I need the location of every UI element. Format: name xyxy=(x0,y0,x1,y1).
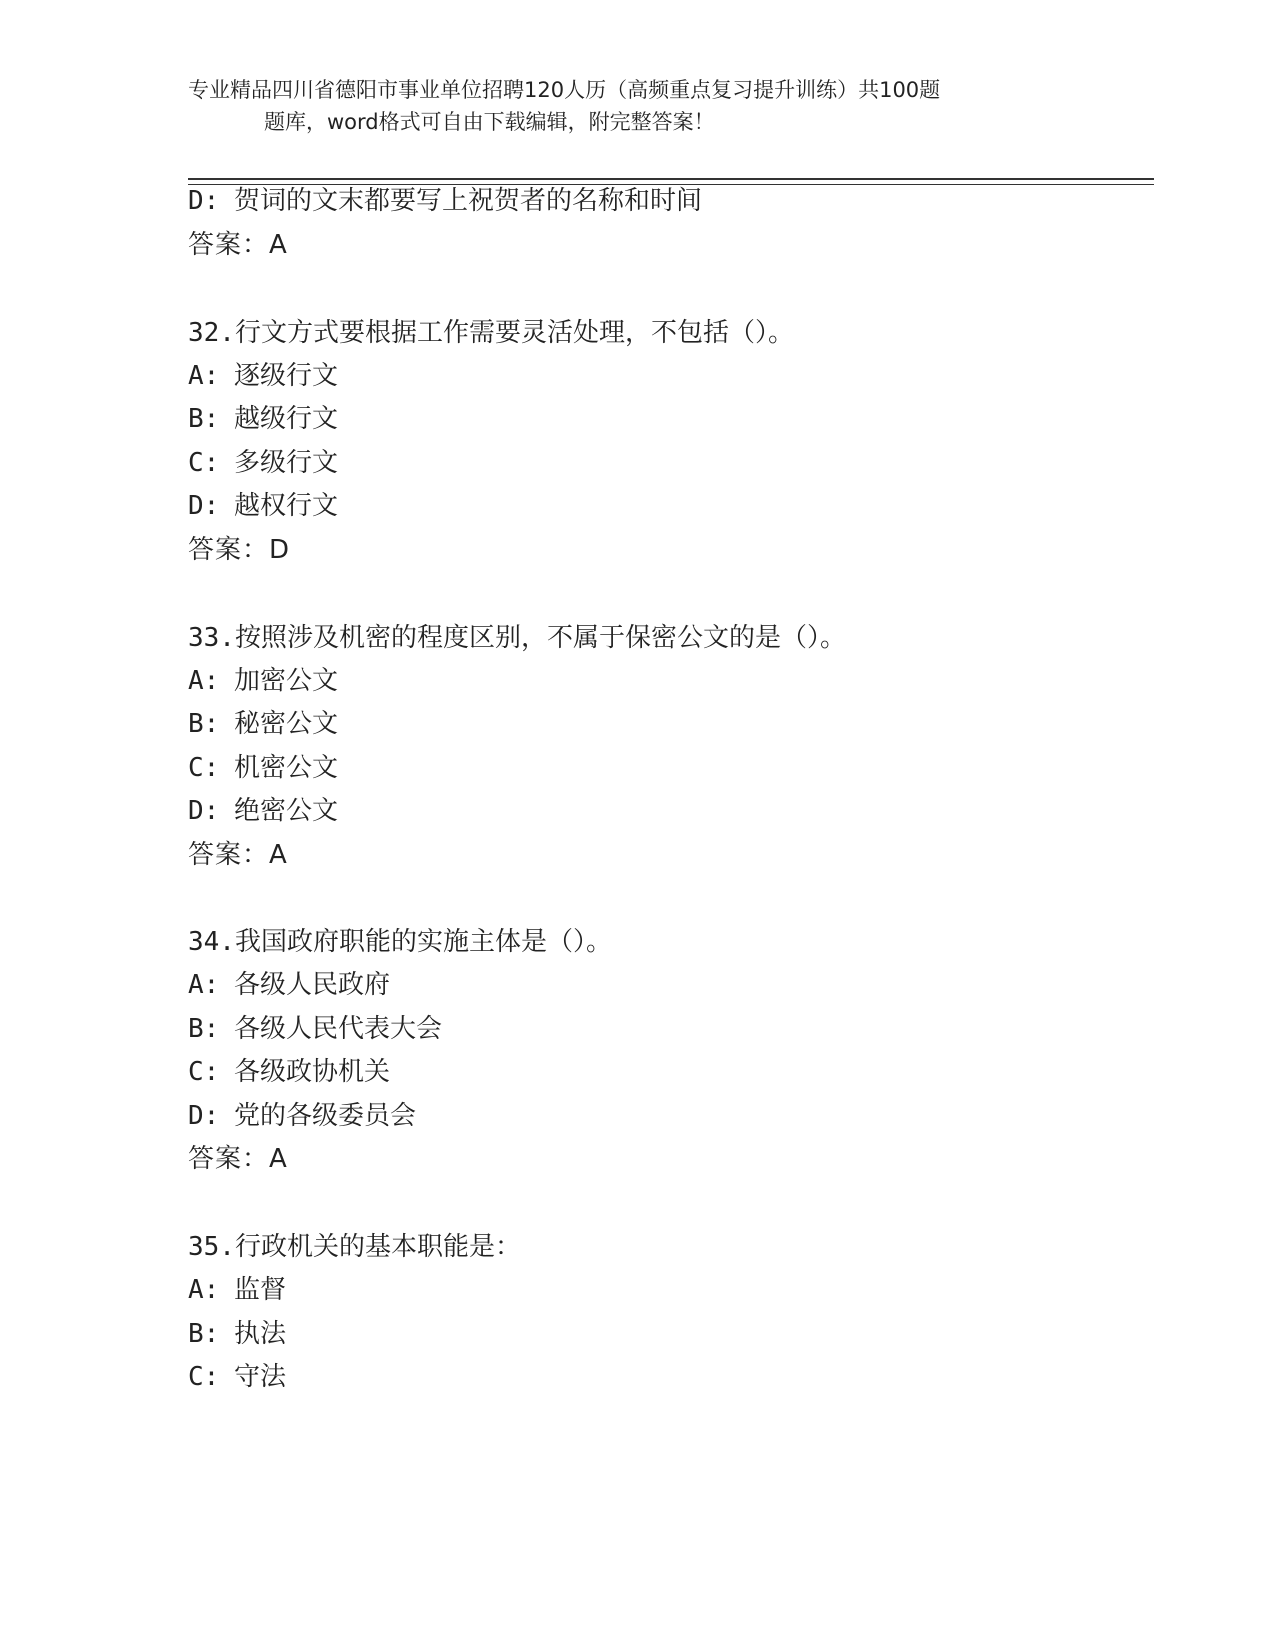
option-text: 加密公文 xyxy=(234,666,339,696)
option-b xyxy=(188,402,338,436)
option-text: 机密公文 xyxy=(234,753,339,783)
option-text: 守法 xyxy=(234,1362,287,1392)
option-text: 监督 xyxy=(234,1275,287,1305)
option-key: B: xyxy=(188,1014,220,1044)
option-text: 执法 xyxy=(234,1319,287,1349)
option-text: 多级行文 xyxy=(234,448,339,478)
header-rule-thick xyxy=(188,178,1154,180)
option-d xyxy=(188,184,702,218)
answer-line: 答案：D xyxy=(188,535,291,565)
option-b xyxy=(188,1012,442,1046)
option-key: D: xyxy=(188,491,220,521)
question-stem: 35.行政机关的基本职能是： xyxy=(188,1232,521,1262)
option-a xyxy=(188,359,338,393)
question-stem: 34.我国政府职能的实施主体是（）。 xyxy=(188,927,612,957)
answer-line: 答案：A xyxy=(188,840,288,870)
option-key: C: xyxy=(188,448,220,478)
option-key: B: xyxy=(188,1319,220,1349)
option-key: B: xyxy=(188,404,220,434)
option-key: D: xyxy=(188,796,220,826)
option-key: A: xyxy=(188,666,220,696)
question-stem: 32.行文方式要根据工作需要灵活处理，不包括（）。 xyxy=(188,318,794,348)
option-c xyxy=(188,1055,390,1089)
header-title-line1: 专业精品四川省德阳市事业单位招聘120人历（高频重点复习提升训练）共100题 xyxy=(188,78,941,102)
option-key: A: xyxy=(188,970,220,1000)
option-text: 秘密公文 xyxy=(234,709,339,739)
option-d xyxy=(188,1099,416,1133)
header-title-line2: 题库，word格式可自由下载编辑，附完整答案！ xyxy=(264,110,715,134)
option-d xyxy=(188,489,338,523)
option-text: 越级行文 xyxy=(234,404,339,434)
answer-line: 答案：A xyxy=(188,230,288,260)
option-b xyxy=(188,707,338,741)
option-key: C: xyxy=(188,1362,220,1392)
option-a xyxy=(188,1273,286,1307)
option-key: A: xyxy=(188,361,220,391)
option-key: A: xyxy=(188,1275,220,1305)
option-key: D: xyxy=(188,186,220,216)
option-a xyxy=(188,664,338,698)
answer-line: 答案：A xyxy=(188,1144,288,1174)
option-text: 贺词的文末都要写上祝贺者的名称和时间 xyxy=(234,186,703,216)
option-key: D: xyxy=(188,1101,220,1131)
option-key: B: xyxy=(188,709,220,739)
option-key: C: xyxy=(188,1057,220,1087)
option-text: 逐级行文 xyxy=(234,361,339,391)
option-text: 各级人民政府 xyxy=(234,970,391,1000)
question-stem: 33.按照涉及机密的程度区别，不属于保密公文的是（）。 xyxy=(188,623,846,653)
option-a xyxy=(188,968,390,1002)
option-b xyxy=(188,1317,286,1351)
option-c xyxy=(188,446,338,480)
option-text: 各级人民代表大会 xyxy=(234,1014,443,1044)
option-c xyxy=(188,1360,286,1394)
option-text: 各级政协机关 xyxy=(234,1057,391,1087)
option-text: 越权行文 xyxy=(234,491,339,521)
option-d xyxy=(188,794,338,828)
option-text: 党的各级委员会 xyxy=(234,1101,417,1131)
option-text: 绝密公文 xyxy=(234,796,339,826)
option-c xyxy=(188,751,338,785)
option-key: C: xyxy=(188,753,220,783)
document-header xyxy=(188,74,1088,138)
